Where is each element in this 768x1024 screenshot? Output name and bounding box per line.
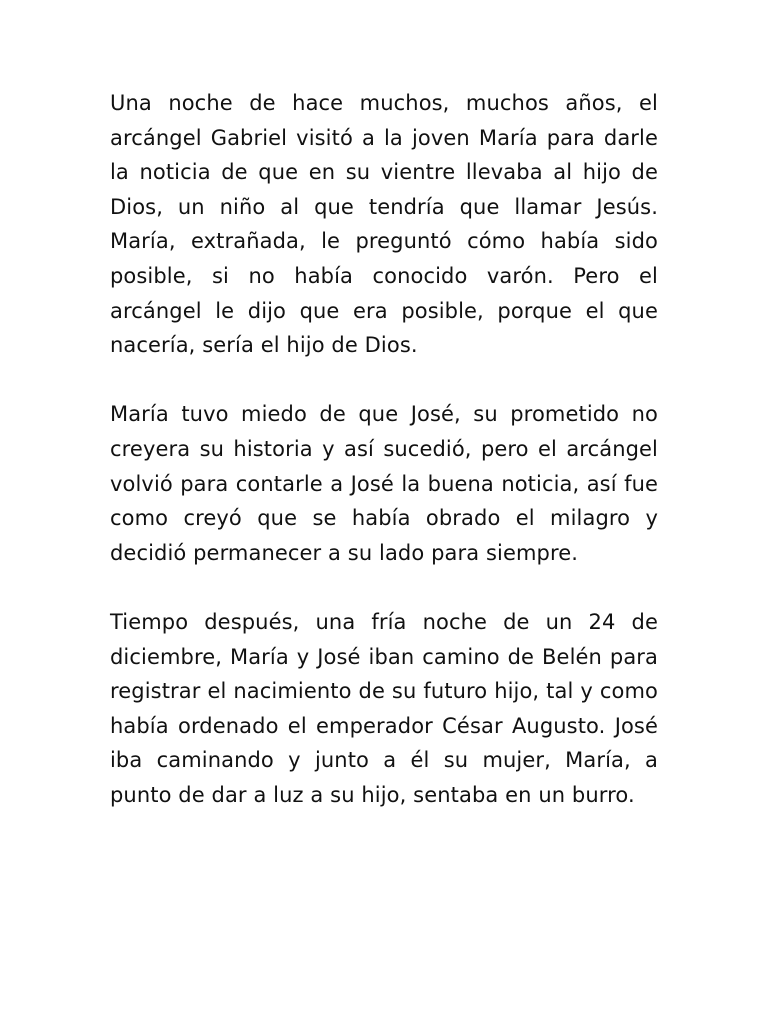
- paragraph-journey-belen: Tiempo después, una fría noche de un 24 de diciembre, María y José iban camino de Belén para registrar el nacimiento de su futuro hijo, tal y como había ordenado el emperador César Augusto. José iba caminando y junto a él su mujer, María, a punto de dar a luz a su hijo, sentaba en un burro.: [110, 609, 658, 807]
- paragraph-jose: María tuvo miedo de que José, su prometido no creyera su historia y así sucedió, pero el arcángel volvió para contarle a José la buena noticia, así fue como creyó que se había obrado el milagro y decidió permanecer a su lado para siempre.: [110, 402, 658, 565]
- paragraph-annunciation: Una noche de hace muchos, muchos años, el arcángel Gabriel visitó a la joven María para darle la noticia de que en su vientre llevaba al hijo de Dios, un niño al que tendría que llamar Jesús. María, extrañada, le preguntó cómo había sido posible, si no había conocido varón. Pero el arcángel le dijo que era posible, porque el que nacería, sería el hijo de Dios.: [110, 91, 658, 358]
- document-body: [110, 86, 658, 812]
